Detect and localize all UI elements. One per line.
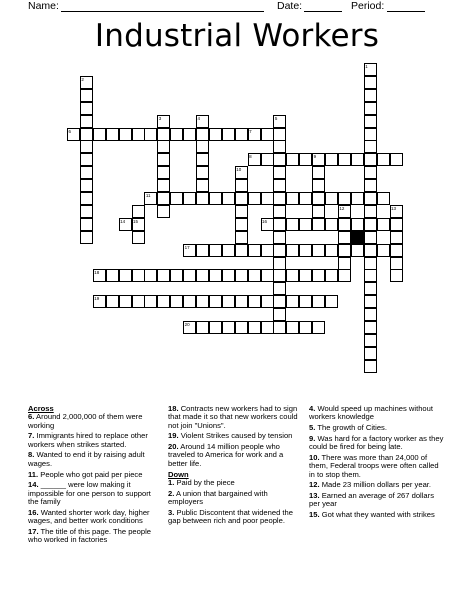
crossword-cell[interactable] xyxy=(390,244,403,257)
crossword-cell[interactable] xyxy=(364,179,377,192)
crossword-cell[interactable] xyxy=(364,153,377,166)
crossword-cell[interactable] xyxy=(80,89,93,102)
crossword-cell[interactable] xyxy=(80,102,93,115)
crossword-cell[interactable] xyxy=(93,295,106,308)
cell-number-10: 10 xyxy=(236,167,242,173)
crossword-cell[interactable] xyxy=(364,334,377,347)
clue-down-15: 15. Got what they wanted with strikes xyxy=(309,510,435,520)
crossword-cell[interactable] xyxy=(273,269,286,282)
crossword-cell[interactable] xyxy=(261,244,274,257)
crossword-cell[interactable] xyxy=(273,282,286,295)
cell-number-11: 11 xyxy=(145,193,151,198)
crossword-cell[interactable] xyxy=(299,269,312,282)
crossword-cell[interactable] xyxy=(119,218,132,231)
crossword-cell[interactable] xyxy=(312,321,325,334)
crossword-cell[interactable] xyxy=(377,153,390,166)
crossword-cell[interactable] xyxy=(286,295,299,308)
cell-number-2: 2 xyxy=(81,76,84,82)
crossword-cell[interactable] xyxy=(261,295,274,308)
crossword-cell[interactable] xyxy=(157,205,170,218)
crossword-cell[interactable] xyxy=(286,218,299,231)
crossword-cell[interactable] xyxy=(377,244,390,257)
crossword-cell[interactable] xyxy=(364,63,377,76)
crossword-cell[interactable] xyxy=(80,205,93,218)
crossword-cell[interactable] xyxy=(364,115,377,128)
date-label: Date: xyxy=(277,0,303,12)
crossword-cell[interactable] xyxy=(273,321,286,334)
cell-number-17: 17 xyxy=(184,244,190,250)
crossword-cell[interactable] xyxy=(248,321,261,334)
clue-down-4: 4. Would speed up machines without workers knowledge xyxy=(309,404,433,422)
crossword-cell[interactable] xyxy=(338,205,351,218)
clue-across-8: 8. Wanted to end it by raising adult wages. xyxy=(28,450,145,468)
crossword-cell[interactable] xyxy=(364,102,377,115)
crossword-cell[interactable] xyxy=(196,244,209,257)
crossword-cell[interactable] xyxy=(183,269,196,282)
crossword-cell[interactable] xyxy=(261,153,274,166)
clue-across-14: 14. ______ were low making it impossible for one person to support the family xyxy=(28,480,151,506)
crossword-cell[interactable] xyxy=(248,192,261,205)
crossword-cell[interactable] xyxy=(132,128,145,141)
crossword-cell[interactable] xyxy=(299,153,312,166)
crossword-cell[interactable] xyxy=(273,192,286,205)
crossword-cell[interactable] xyxy=(299,295,312,308)
crossword-cell[interactable] xyxy=(196,269,209,282)
crossword-cell[interactable] xyxy=(364,218,377,231)
crossword-cell[interactable] xyxy=(157,295,170,308)
crossword-cell[interactable] xyxy=(80,192,93,205)
cell-number-13: 13 xyxy=(391,205,397,211)
crossword-cell[interactable] xyxy=(273,308,286,321)
crossword-cell[interactable] xyxy=(157,166,170,179)
crossword-cell[interactable] xyxy=(364,205,377,218)
crossword-cell[interactable] xyxy=(338,153,351,166)
crossword-cell[interactable] xyxy=(80,179,93,192)
crossword-cell[interactable] xyxy=(157,269,170,282)
crossword-cell[interactable] xyxy=(351,244,364,257)
crossword-cell[interactable] xyxy=(222,321,235,334)
cell-number-15: 15 xyxy=(133,218,139,224)
crossword-cell[interactable] xyxy=(261,128,274,141)
crossword-cell[interactable] xyxy=(273,218,286,231)
crossword-cell[interactable] xyxy=(132,218,145,231)
crossword-cell[interactable] xyxy=(351,192,364,205)
crossword-cell[interactable] xyxy=(209,321,222,334)
crossword-cell[interactable] xyxy=(390,231,403,244)
crossword-cell[interactable] xyxy=(235,128,248,141)
cell-number-12: 12 xyxy=(339,205,345,211)
crossword-cell[interactable] xyxy=(299,192,312,205)
crossword-cell[interactable] xyxy=(325,218,338,231)
crossword-cell[interactable] xyxy=(273,257,286,270)
crossword-cell[interactable] xyxy=(235,179,248,192)
crossword-cell[interactable] xyxy=(235,295,248,308)
crossword-cell[interactable] xyxy=(222,128,235,141)
crossword-cell[interactable] xyxy=(196,321,209,334)
crossword-cell[interactable] xyxy=(183,295,196,308)
crossword-cell[interactable] xyxy=(338,192,351,205)
cell-number-6: 6 xyxy=(68,128,72,134)
crossword-cell[interactable] xyxy=(235,231,248,244)
crossword-cell[interactable] xyxy=(377,218,390,231)
period-label: Period: xyxy=(351,0,385,12)
crossword-cell[interactable] xyxy=(144,192,157,205)
crossword-cell[interactable] xyxy=(80,115,93,128)
crossword-cell[interactable] xyxy=(312,192,325,205)
crossword-cell[interactable] xyxy=(364,360,377,373)
crossword-cell[interactable] xyxy=(390,218,403,231)
crossword-cell[interactable] xyxy=(196,179,209,192)
cell-number-14: 14 xyxy=(120,218,126,224)
crossword-cell[interactable] xyxy=(261,269,274,282)
crossword-cell[interactable] xyxy=(119,269,132,282)
crossword-cell[interactable] xyxy=(222,244,235,257)
crossword-cell[interactable] xyxy=(183,128,196,141)
crossword-cell[interactable] xyxy=(248,153,261,166)
crossword-cell[interactable] xyxy=(196,128,209,141)
clue-down-10: 10. There was more than 24,000 of them, Federal troops were often called in to stop them. xyxy=(309,452,439,479)
crossword-cell[interactable] xyxy=(312,244,325,257)
clue-down-5: 5. The growth of Cities. xyxy=(309,423,387,433)
crossword-cell[interactable] xyxy=(364,308,377,321)
crossword-cell[interactable] xyxy=(325,244,338,257)
clue-down-13: 13. Earned an average of 267 dollars per year xyxy=(309,491,434,509)
down-heading: Down xyxy=(168,469,189,479)
name-field[interactable] xyxy=(61,11,264,12)
across-clues-column-1 xyxy=(28,405,162,547)
crossword-cell[interactable] xyxy=(235,205,248,218)
clue-down-9: 9. Was hard for a factory worker as they could be fired for being late. xyxy=(309,433,444,452)
crossword-cell[interactable] xyxy=(364,321,377,334)
crossword-cell[interactable] xyxy=(157,192,170,205)
clue-down-3: 3. Public Discontent that widened the gap between rich and poor people. xyxy=(168,507,293,526)
cell-number-19: 19 xyxy=(94,296,100,302)
crossword-cell[interactable] xyxy=(364,89,377,102)
crossword-cell[interactable] xyxy=(261,192,274,205)
crossword-cell[interactable] xyxy=(106,295,119,308)
crossword-cell[interactable] xyxy=(377,192,390,205)
crossword-cell[interactable] xyxy=(157,115,170,128)
crossword-cell[interactable] xyxy=(364,295,377,308)
crossword-cell[interactable] xyxy=(106,269,119,282)
crossword-cell[interactable] xyxy=(248,244,261,257)
crossword-cell[interactable] xyxy=(132,205,145,218)
crossword-cell[interactable] xyxy=(325,269,338,282)
clue-down-12: 12. Made 23 million dollars per year. xyxy=(309,480,432,490)
page-title: Industrial Workers xyxy=(94,18,380,54)
crossword-cell[interactable] xyxy=(312,269,325,282)
crossword-cell[interactable] xyxy=(235,321,248,334)
crossword-cell[interactable] xyxy=(338,269,351,282)
crossword-cell[interactable] xyxy=(93,128,106,141)
crossword-cell[interactable] xyxy=(286,321,299,334)
crossword-cell[interactable] xyxy=(273,295,286,308)
crossword-cell[interactable] xyxy=(261,321,274,334)
crossword-cell[interactable] xyxy=(196,115,209,128)
crossword-cell[interactable] xyxy=(325,192,338,205)
cell-number-16: 16 xyxy=(262,218,268,224)
crossword-cell[interactable] xyxy=(312,179,325,192)
crossword-cell[interactable] xyxy=(364,192,377,205)
crossword-cell[interactable] xyxy=(132,295,145,308)
crossword-cell[interactable] xyxy=(248,128,261,141)
crossword-cell[interactable] xyxy=(312,153,325,166)
crossword-cell[interactable] xyxy=(132,231,145,244)
crossword-cell[interactable] xyxy=(286,269,299,282)
crossword-cell[interactable] xyxy=(157,140,170,153)
crossword-cell[interactable] xyxy=(338,244,351,257)
crossword-cell[interactable] xyxy=(273,231,286,244)
clue-across-7: 7. Immigrants hired to replace other workers when strikes started. xyxy=(28,431,148,449)
clue-across-6: 6. Around 2,000,000 of them were working xyxy=(28,412,143,430)
crossword-cell[interactable] xyxy=(338,231,351,244)
crossword-cell[interactable] xyxy=(312,205,325,218)
crossword-cell[interactable] xyxy=(273,140,286,153)
crossword-cell[interactable] xyxy=(209,192,222,205)
crossword-cell[interactable] xyxy=(183,244,196,257)
clue-across-11: 11. People who got paid per piece xyxy=(28,469,143,479)
crossword-cell[interactable] xyxy=(248,295,261,308)
cell-number-8: 8 xyxy=(249,154,252,160)
crossword-cell[interactable] xyxy=(261,218,274,231)
crossword-cell[interactable] xyxy=(325,153,338,166)
crossword-cell[interactable] xyxy=(364,244,377,257)
crossword-cell[interactable] xyxy=(80,166,93,179)
crossword-cell[interactable] xyxy=(325,295,338,308)
clue-down-1: 1. Paid by the piece xyxy=(168,477,235,487)
crossword-cell[interactable] xyxy=(312,295,325,308)
crossword-cell[interactable] xyxy=(351,153,364,166)
crossword-cell[interactable] xyxy=(196,140,209,153)
cell-number-7: 7 xyxy=(249,128,252,134)
crossword-cell[interactable] xyxy=(364,128,377,141)
crossword-cell[interactable] xyxy=(299,321,312,334)
crossword-cell[interactable] xyxy=(273,115,286,128)
crossword-cell[interactable] xyxy=(273,244,286,257)
crossword-cell[interactable] xyxy=(196,295,209,308)
crossword-cell[interactable] xyxy=(235,192,248,205)
crossword-cell[interactable] xyxy=(157,153,170,166)
crossword-cell[interactable] xyxy=(235,244,248,257)
crossword-cell[interactable] xyxy=(170,295,183,308)
crossword-cell[interactable] xyxy=(312,166,325,179)
crossword-cell[interactable] xyxy=(144,295,157,308)
crossword-cell[interactable] xyxy=(338,257,351,270)
crossword-cell[interactable] xyxy=(364,231,377,244)
clue-across-16: 16. Wanted shorter work day, higher wages, and better work conditions xyxy=(28,507,150,526)
crossword-cell[interactable] xyxy=(390,269,403,282)
crossword-cell[interactable] xyxy=(80,218,93,231)
crossword-cell[interactable] xyxy=(286,244,299,257)
crossword-cell[interactable] xyxy=(67,128,80,141)
crossword-cell[interactable] xyxy=(80,76,93,89)
crossword-cell[interactable] xyxy=(235,218,248,231)
crossword-cell[interactable] xyxy=(222,192,235,205)
crossword-cell[interactable] xyxy=(157,179,170,192)
clue-across-17: 17. The title of this page. The people who worked in factories xyxy=(28,526,152,545)
crossword-cell[interactable] xyxy=(196,192,209,205)
crossword-cell[interactable] xyxy=(299,218,312,231)
down-clues-column-3 xyxy=(309,405,445,522)
cell-number-1: 1 xyxy=(365,64,368,69)
crossword-cell[interactable] xyxy=(235,166,248,179)
crossword-cell[interactable] xyxy=(273,153,286,166)
crossword-cell[interactable] xyxy=(286,153,299,166)
crossword-cell[interactable] xyxy=(390,205,403,218)
crossword-cell[interactable] xyxy=(222,295,235,308)
crossword-cell[interactable] xyxy=(119,128,132,141)
crossword-cell[interactable] xyxy=(170,192,183,205)
crossword-cell[interactable] xyxy=(144,269,157,282)
clues-column-2 xyxy=(168,405,300,528)
name-label: Name: xyxy=(28,0,59,12)
crossword-cell[interactable] xyxy=(364,140,377,153)
date-field[interactable] xyxy=(304,11,342,12)
crossword-cell[interactable] xyxy=(183,321,196,334)
crossword-cell[interactable] xyxy=(132,269,145,282)
black-cell xyxy=(351,231,364,244)
crossword-cell[interactable] xyxy=(80,231,93,244)
crossword-cell[interactable] xyxy=(248,269,261,282)
crossword-cell[interactable] xyxy=(183,192,196,205)
crossword-cell[interactable] xyxy=(170,269,183,282)
crossword-cell[interactable] xyxy=(119,295,132,308)
crossword-cell[interactable] xyxy=(351,218,364,231)
crossword-cell[interactable] xyxy=(364,282,377,295)
crossword-cell[interactable] xyxy=(80,153,93,166)
crossword-cell[interactable] xyxy=(157,128,170,141)
clue-across-18: 18. Contracts new workers had to sign that made it so that new workers could not join "Unions". xyxy=(168,404,298,430)
crossword-cell[interactable] xyxy=(222,269,235,282)
crossword-cell[interactable] xyxy=(209,244,222,257)
cell-number-4: 4 xyxy=(197,115,201,121)
crossword-cell[interactable] xyxy=(80,128,93,141)
crossword-cell[interactable] xyxy=(338,218,351,231)
header xyxy=(0,0,474,14)
crossword-cell[interactable] xyxy=(93,269,106,282)
crossword-cell[interactable] xyxy=(106,128,119,141)
cell-number-20: 20 xyxy=(184,322,190,327)
crossword-cell[interactable] xyxy=(209,269,222,282)
crossword-cell[interactable] xyxy=(390,257,403,270)
crossword-cell[interactable] xyxy=(144,128,157,141)
crossword-cell[interactable] xyxy=(312,218,325,231)
clue-across-19: 19. Violent Strikes caused by tension xyxy=(168,431,293,441)
crossword-cell[interactable] xyxy=(390,153,403,166)
cell-number-5: 5 xyxy=(274,115,278,121)
crossword-cell[interactable] xyxy=(209,128,222,141)
crossword-cell[interactable] xyxy=(364,257,377,270)
crossword-cell[interactable] xyxy=(273,166,286,179)
cell-number-3: 3 xyxy=(158,115,162,121)
crossword-cell[interactable] xyxy=(299,244,312,257)
crossword-cell[interactable] xyxy=(364,166,377,179)
crossword-cell[interactable] xyxy=(286,192,299,205)
crossword-cell[interactable] xyxy=(235,269,248,282)
crossword-cell[interactable] xyxy=(273,179,286,192)
clue-across-20: 20. Around 14 million people who traveled to America for work and a better life. xyxy=(168,442,284,468)
crossword-cell[interactable] xyxy=(364,347,377,360)
crossword-cell[interactable] xyxy=(209,295,222,308)
crossword-cell[interactable] xyxy=(273,205,286,218)
crossword-cell[interactable] xyxy=(196,166,209,179)
cell-number-9: 9 xyxy=(313,154,317,160)
crossword-cell[interactable] xyxy=(196,153,209,166)
crossword-cell[interactable] xyxy=(364,76,377,89)
crossword-cell[interactable] xyxy=(273,128,286,141)
across-heading: Across xyxy=(28,404,54,413)
cell-number-18: 18 xyxy=(94,270,100,276)
clue-down-2: 2. A union that bargained with employers xyxy=(168,488,268,506)
crossword-cell[interactable] xyxy=(170,128,183,141)
crossword-cell[interactable] xyxy=(80,140,93,153)
crossword-cell[interactable] xyxy=(364,269,377,282)
period-field[interactable] xyxy=(387,11,425,12)
